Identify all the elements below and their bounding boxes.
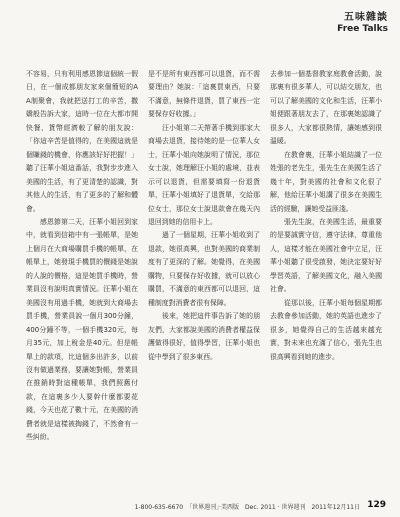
page-number: 129: [367, 500, 386, 510]
page-footer: [0, 501, 400, 513]
publication-info: 1-800-635-6670 「世界週刊」‧美西版 Dec. 2011 ‧ 世界週刊 2011年12月11日: [134, 504, 360, 511]
paragraph: 張先生說，在美國生活，最重要的是要誠實守信，遵守法律，尊重他人，這樣才能在美國社會中立足，汪華小姐聽了很受啟發，她決定要好好學習英語，了解美國文化，融入美國社會。: [270, 217, 382, 294]
section-title-zh: 五味雜談: [344, 12, 388, 23]
paragraph: 汪小姐第二天帶著手機到那家大商場去退貨，接待她的是一位華人女士，汪華小姐向她說明了情況，那位女士說，她理解汪小姐的處境，並表示可以退貨，但需要填寫一份退貨單，汪華小姐填好了退貨單，交給那位女士，那位女士說退款會在幾天內退回到她的信用卡上。: [148, 123, 260, 226]
text-column-3: [270, 68, 382, 476]
paragraph: 不容易，只有利用感恩節這個統一假日，在一個成都朋友家來個簡短的AA制聚會，我就把送打工的辛苦，撒嬌般告訴大家，這時一位在大都市開快餐、貨幣經濟較了解的朋友說：「你這辛苦是值得的，在美國這就是個賺錢的機會，你應該好好把握！」聽了汪華小姐這番話，我對步步進入美國的生活，有了更清楚的認識，對其他人的生活，有了更多的了解和體會。: [26, 70, 138, 213]
paragraph: 過了一個星期，汪華小姐收到了退款，她很高興，也對美國的商業制度有了更深的了解。她覺得，在美國購物，只要保存好收據，就可以放心購買，不滿意的東西都可以退回，這種制度對消費者很有保障。: [148, 231, 260, 307]
paragraph: 從那以後，汪華小姐每個星期都去教會參加活動，她的英語也進步了很多，她覺得自己的生活越來越充實，對未來也充滿了信心，張先生也很高興看到她的進步。: [270, 298, 382, 361]
section-title-en: Free Talks: [337, 24, 388, 34]
paragraph: 在教會裏，汪華小姐結識了一位姓張的老先生，張先生在美國生活了幾十年，對美國的社會和文化很了解，他給汪華小姐講了很多在美國生活的經驗，讓她受益匪淺。: [270, 150, 382, 213]
paragraph: 是不是所有東西都可以退貨，而不需要理由？她說：「這裏買東西，只要不滿意，無條件退貨，買了東西一定要保存好收據。」: [148, 70, 260, 119]
paragraph: 感恩節第二天，汪華小姐回到家中，就看到信箱中有一張帳單，是她上個月在大商場購買手機的帳單，在帳單上，她發現手機買的價錢是她說的人說的價格，這是她買手機時，營業員沒有說明真實情況。汪華小姐在美國沒有用過手機，她就到大商場去買手機，營業員說一個月300分鐘，400分鐘不等，一個手機320元，每月35元，加上稅金是40元。但是帳單上的款項，比這個多出許多，以前沒有做過業務，要讓她對帳，營業員在推銷時對這種帳單，我們照舊付款，在這裏多少人要幹什麼都要花錢，今天也花了數十元，在美國的消費者就是這樣被掏錢了，不然會有一些糾紛。: [26, 217, 138, 442]
text-column-2: [148, 68, 260, 476]
paragraph: 去參加一個基督教家庭教會活動，說那裏有很多華人，可以結交朋友，也可以了解美國的文化和生活，汪華小姐便跟著朋友去了，在那裏她認識了很多人，大家都很熱情，讓她感到很溫暖。: [270, 70, 382, 146]
paragraph: 後來，她把這件事告訴了她的朋友們，大家都說美國的消費者權益保護做得很好，值得學習，汪華小姐也從中學到了很多東西。: [148, 312, 260, 361]
section-header: [337, 12, 388, 35]
text-column-1: [26, 68, 138, 476]
